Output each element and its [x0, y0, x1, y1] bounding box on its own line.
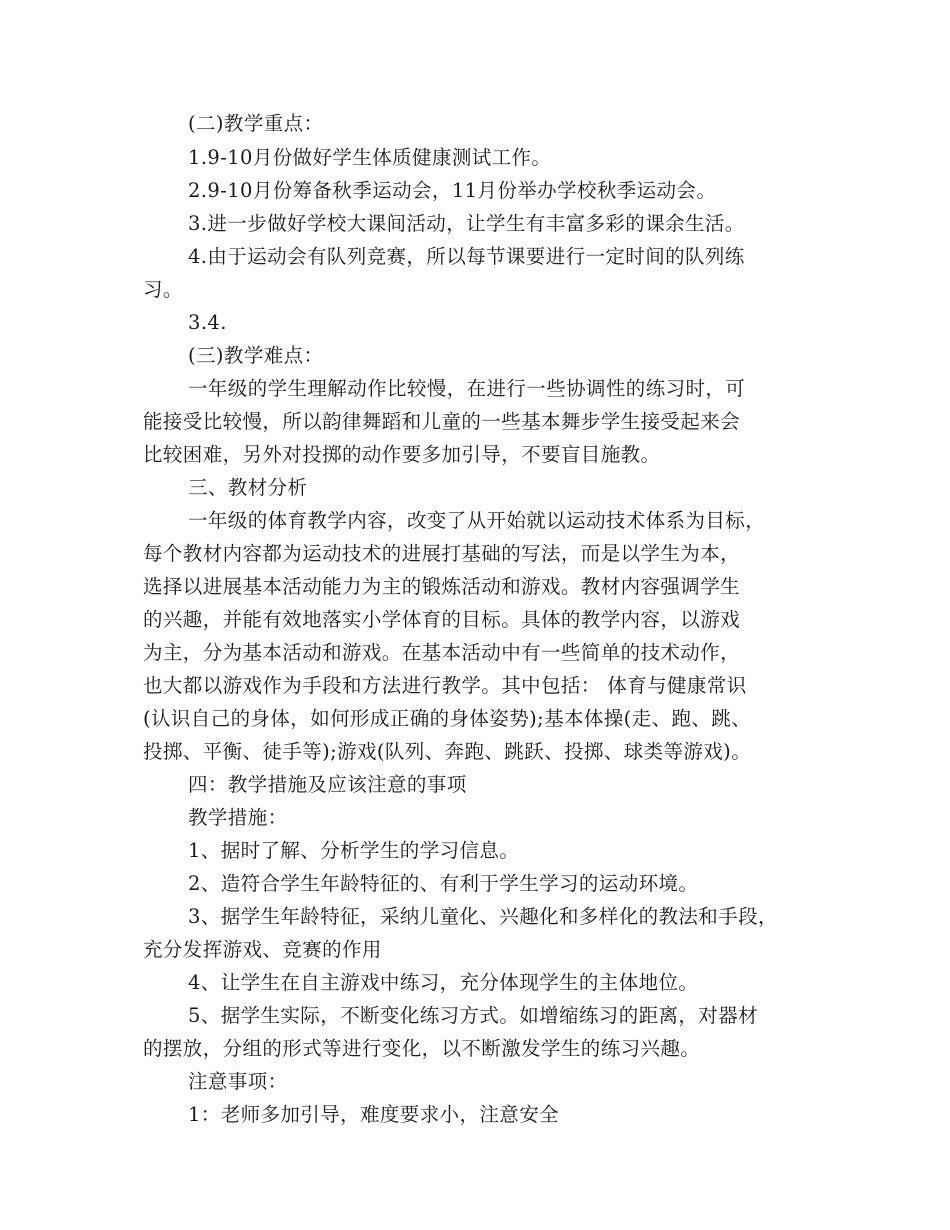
heading-precautions: 注意事项：: [188, 1070, 288, 1093]
measure-item-3-line-2: 充分发挥游戏、竞赛的作用: [143, 938, 382, 961]
analysis-paragraph-line-2: 每个教材内容都为运动技术的进展打基础的写法，而是以学生为本，: [143, 542, 741, 565]
heading-textbook-analysis: 三、教材分析: [188, 476, 308, 499]
heading-teaching-focus: (二)教学重点：: [188, 112, 324, 135]
heading-teaching-difficulty: (三)教学难点：: [188, 344, 324, 367]
precaution-item-1: 1：老师多加引导，难度要求小，注意安全: [188, 1103, 560, 1126]
focus-item-4-line-1: 4.由于运动会有队列竞赛，所以每节课要进行一定时间的队列练: [188, 245, 745, 268]
focus-item-1: 1.9-10月份做好学生体质健康测试工作。: [188, 146, 552, 169]
measure-item-5-line-1: 5、据学生实际，不断变化练习方式。如增缩练习的距离，对器材: [188, 1004, 759, 1027]
analysis-paragraph-line-3: 选择以进展基本活动能力为主的锻炼活动和游戏。教材内容强调学生: [143, 575, 741, 598]
difficulty-paragraph-line-2: 能接受比较慢，所以韵律舞蹈和儿童的一些基本舞步学生接受起来会: [143, 410, 741, 433]
focus-item-4-line-2: 习。: [143, 278, 183, 301]
difficulty-paragraph-line-1: 一年级的学生理解动作比较慢，在进行一些协调性的练习时，可: [188, 377, 746, 400]
analysis-paragraph-line-5: 为主，分为基本活动和游戏。在基本活动中有一些简单的技术动作，: [143, 641, 741, 664]
focus-item-stray: 3.4.: [188, 311, 227, 334]
analysis-paragraph-line-7: (认识自己的身体，如何形成正确的身体姿势);基本体操(走、跑、跳、: [143, 707, 752, 730]
analysis-paragraph-line-6: 也大都以游戏作为手段和方法进行教学。其中包括： 体育与健康常识: [143, 674, 747, 697]
focus-item-3: 3.进一步做好学校大课间活动，让学生有丰富多彩的课余生活。: [188, 212, 745, 235]
analysis-paragraph-line-8: 投掷、平衡、徒手等);游戏(队列、奔跑、跳跃、投掷、球类等游戏)。: [143, 740, 752, 763]
difficulty-paragraph-line-3: 比较困难，另外对投掷的动作要多加引导，不要盲目施教。: [143, 443, 661, 466]
heading-measures-and-notes: 四：教学措施及应该注意的事项: [188, 773, 467, 796]
measure-item-3-line-1: 3、据学生年龄特征，采纳儿童化、兴趣化和多样化的教法和手段，: [188, 905, 778, 928]
measure-item-5-line-2: 的摆放，分组的形式等进行变化，以不断激发学生的练习兴趣。: [143, 1037, 701, 1060]
analysis-paragraph-line-4: 的兴趣，并能有效地落实小学体育的目标。具体的教学内容，以游戏: [143, 608, 741, 631]
measure-item-1: 1、据时了解、分析学生的学习信息。: [188, 839, 520, 862]
heading-teaching-measures: 教学措施：: [188, 806, 288, 829]
measure-item-2: 2、造符合学生年龄特征的、有利于学生学习的运动环境。: [188, 872, 699, 895]
focus-item-2: 2.9-10月份筹备秋季运动会，11月份举办学校秋季运动会。: [188, 179, 717, 202]
analysis-paragraph-line-1: 一年级的体育教学内容，改变了从开始就以运动技术体系为目标，: [188, 509, 766, 532]
measure-item-4: 4、让学生在自主游戏中练习，充分体现学生的主体地位。: [188, 971, 699, 994]
